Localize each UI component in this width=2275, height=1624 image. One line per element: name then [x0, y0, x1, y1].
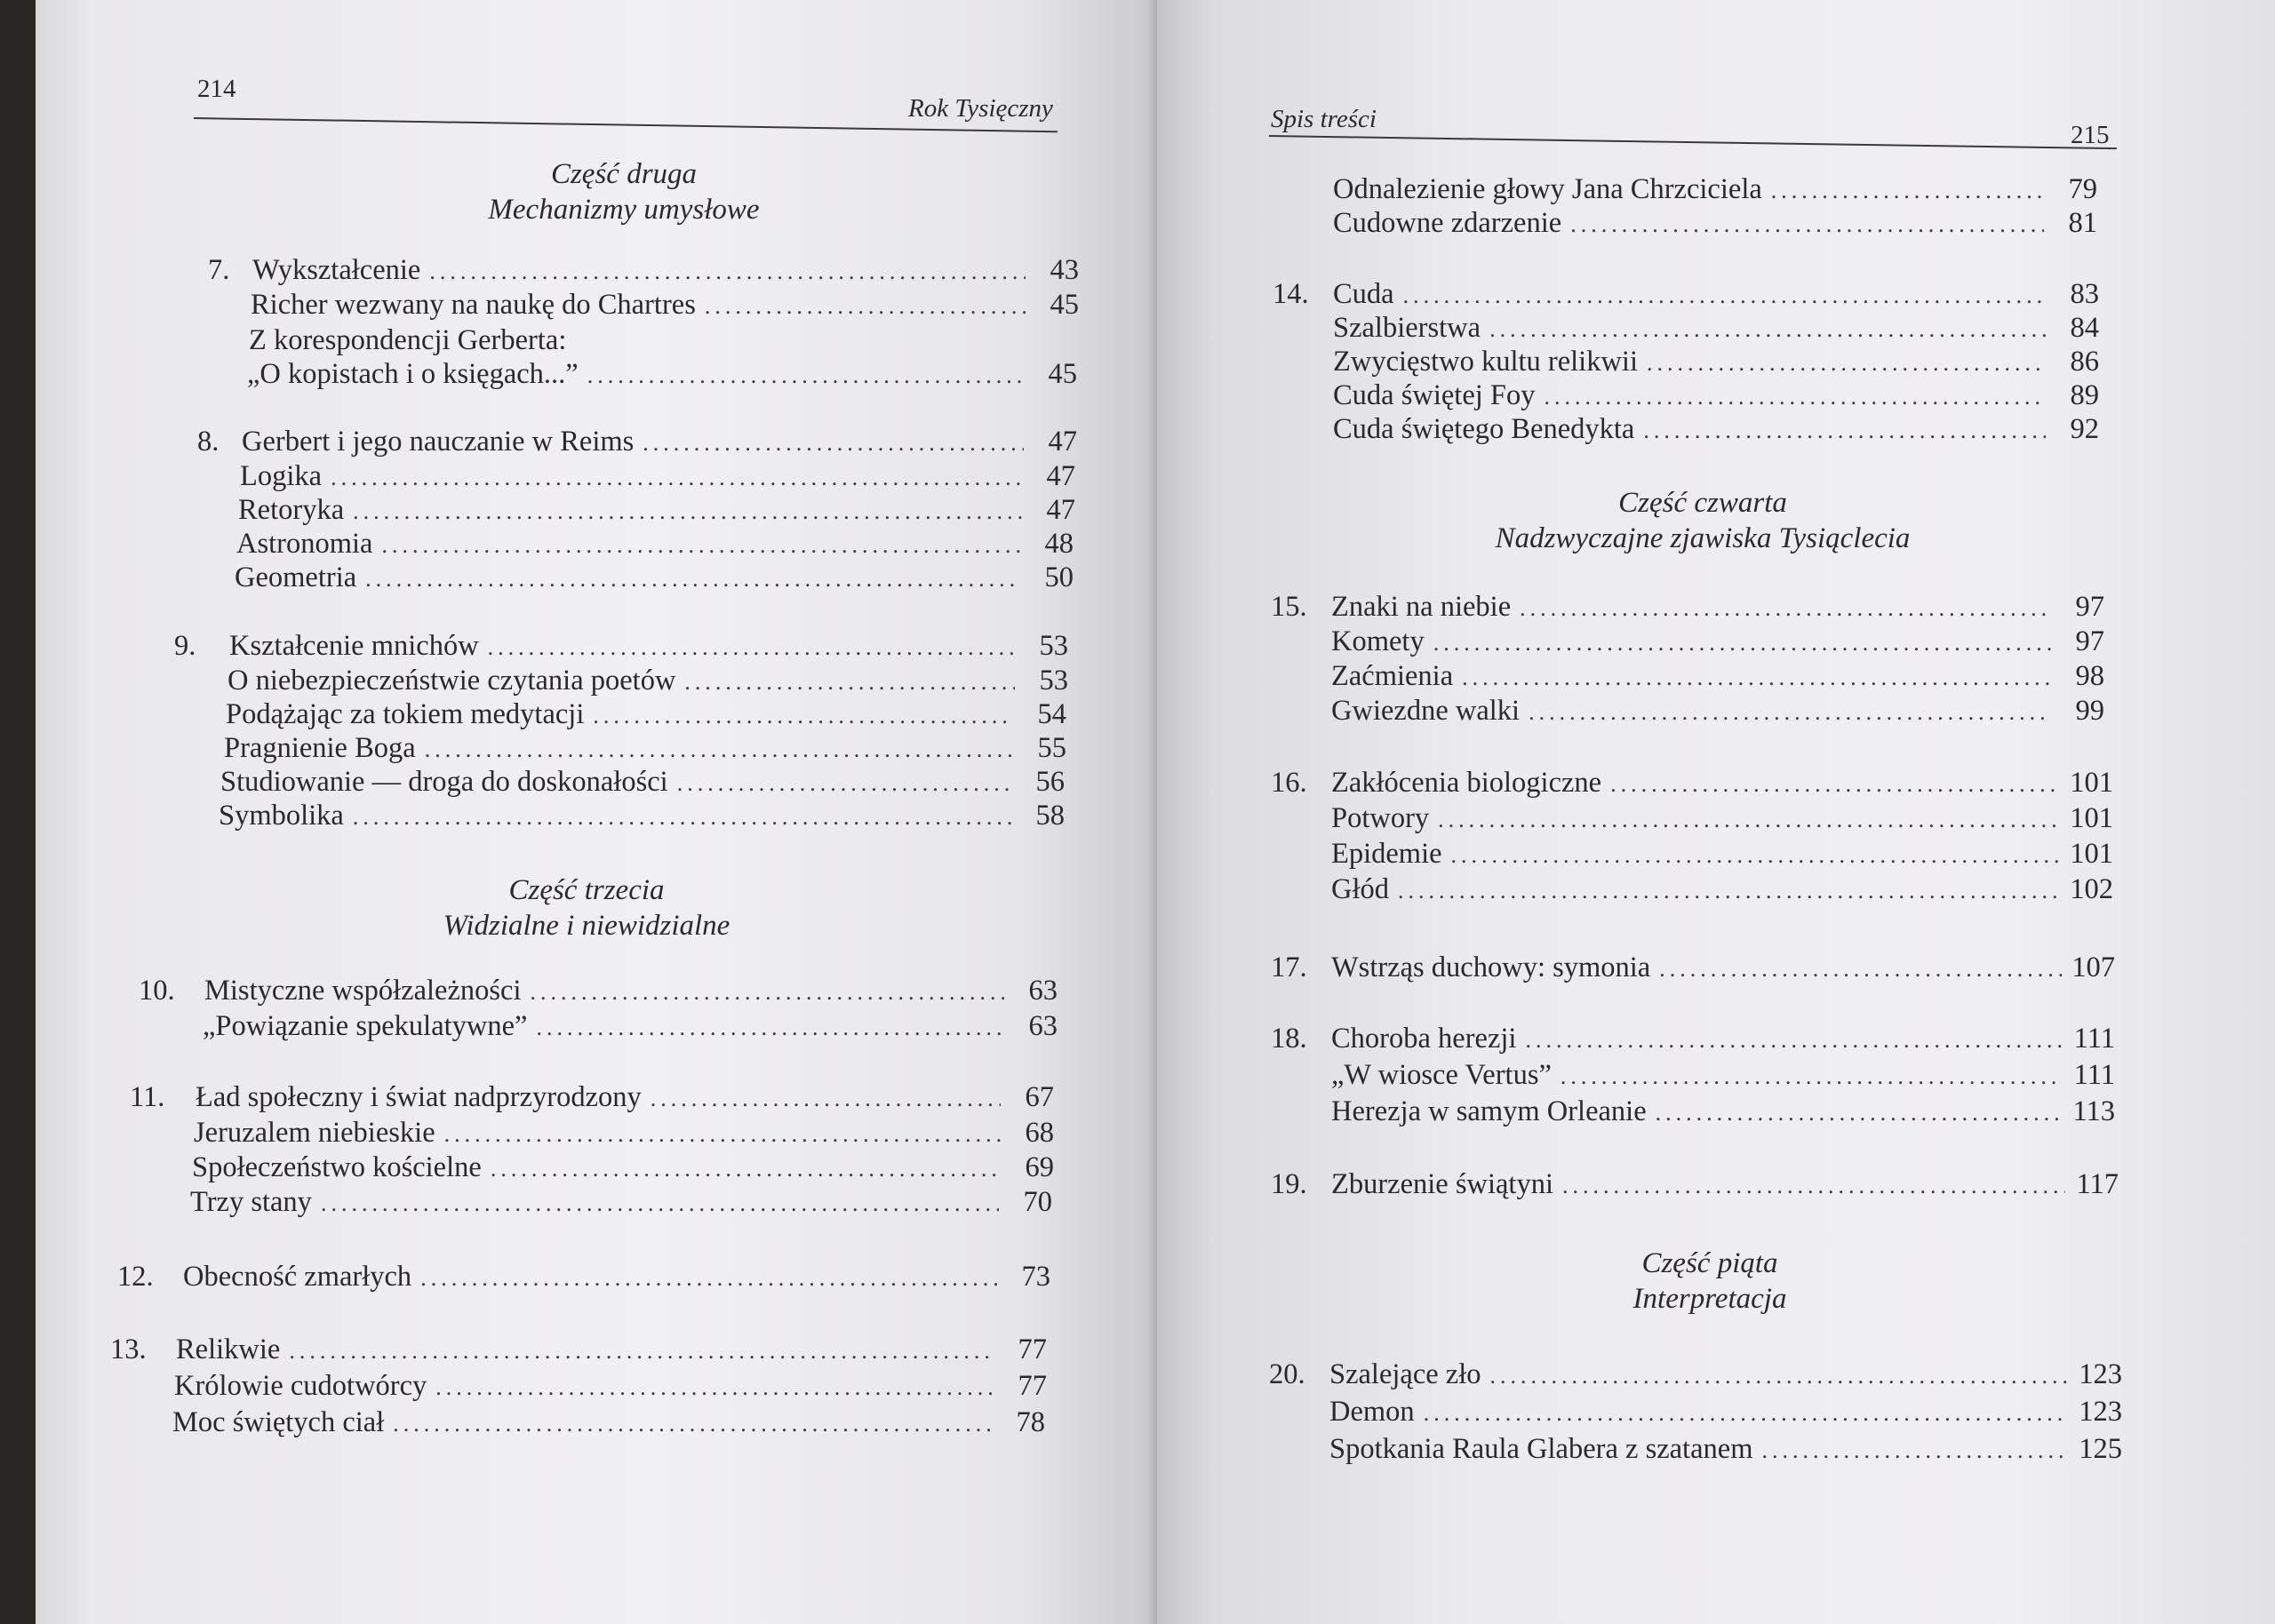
entry-title: Królowie cudotwórcy: [174, 1370, 427, 1402]
leader-dots: [1562, 1169, 2065, 1203]
entry-title: „Powiązanie spekulatywne”: [203, 1010, 528, 1042]
entry-title: Wstrząs duchowy: symonia: [1331, 951, 1651, 983]
entry-title: Zburzenie świątyni: [1331, 1168, 1553, 1200]
entry-title: Symbolika: [219, 800, 344, 832]
entry-title: Potwory: [1331, 802, 1430, 834]
entry-page: 70: [1023, 1186, 1052, 1218]
chapter-number: 20.: [1269, 1358, 1305, 1390]
chapter-number: 11.: [130, 1081, 165, 1113]
toc-entry[interactable]: [251, 288, 1079, 323]
entry-title: Demon: [1329, 1396, 1415, 1428]
left-page: [36, 0, 1157, 1624]
entry-title: Cuda świętego Benedykta: [1333, 413, 1635, 445]
leader-dots: [420, 1262, 997, 1295]
entry-title: O niebezpieczeństwie czytania poetów: [228, 665, 676, 697]
toc-entry[interactable]: [1271, 1167, 2119, 1203]
entry-title: „O kopistach i o księgach...”: [247, 358, 579, 390]
entry-title: Cuda świętej Foy: [1333, 379, 1536, 411]
entry-page: 89: [2070, 379, 2099, 411]
toc-entry[interactable]: [1271, 766, 2113, 801]
entry-page: 86: [2070, 346, 2099, 378]
leader-dots: [1659, 952, 2062, 986]
leader-dots: [1398, 874, 2060, 908]
entry-title: Trzy stany: [190, 1186, 312, 1218]
entry-page: 101: [2070, 802, 2113, 834]
leader-dots: [1462, 661, 2051, 695]
leader-dots: [1438, 803, 2060, 837]
part-title: Widzialne i niewidzialne: [443, 910, 730, 942]
chapter-number: 16.: [1271, 767, 1307, 799]
entry-title: Epidemie: [1331, 838, 1442, 870]
toc-entry[interactable]: [1333, 412, 2099, 448]
part-label: Część czwarta: [1618, 487, 1787, 519]
entry-page: 55: [1037, 732, 1066, 764]
leader-dots: [1643, 414, 2046, 448]
entry-title: Podążając za tokiem medytacji: [226, 698, 585, 730]
entry-page: 73: [1021, 1261, 1050, 1293]
entry-page: 58: [1035, 800, 1065, 832]
toc-entry[interactable]: [117, 1260, 1050, 1295]
toc-entry[interactable]: [238, 493, 1075, 529]
leader-dots: [353, 495, 1022, 529]
entry-title: Znaki na niebie: [1331, 591, 1512, 623]
entry-title: Odnalezienie głowy Jana Chrzciciela: [1333, 173, 1762, 205]
entry-title: Astronomia: [236, 528, 373, 560]
toc-entry[interactable]: [1329, 1432, 2122, 1468]
toc-entry[interactable]: [208, 253, 1079, 289]
entry-page: 77: [1018, 1333, 1047, 1365]
entry-title: Głód: [1331, 873, 1389, 905]
leader-dots: [353, 800, 1011, 834]
entry-title: Kształcenie mnichów: [229, 630, 479, 662]
leader-dots: [435, 1371, 994, 1405]
entry-page: 48: [1044, 528, 1074, 560]
entry-page: 107: [2071, 951, 2115, 983]
entry-title: Wykształcenie: [252, 254, 421, 286]
entry-title: Z korespondencji Gerberta:: [249, 324, 567, 356]
toc-entry[interactable]: [1333, 311, 2099, 346]
leader-dots: [425, 733, 1013, 767]
leader-dots: [684, 665, 1015, 699]
leader-dots: [331, 461, 1022, 495]
toc-entry[interactable]: [110, 1333, 1047, 1368]
part-title: Nadzwyczajne zjawiska Tysiąclecia: [1495, 522, 1911, 554]
leader-dots: [1403, 279, 2046, 313]
entry-title: Herezja w samym Orleanie: [1331, 1095, 1647, 1127]
entry-title: Zakłócenia biologiczne: [1331, 767, 1602, 799]
entry-page: 68: [1025, 1117, 1054, 1149]
leader-dots: [1433, 626, 2051, 660]
entry-page: 81: [2068, 207, 2097, 239]
toc-entry[interactable]: [1331, 694, 2104, 729]
toc-entry[interactable]: [203, 1009, 1058, 1045]
entry-title: Mistyczne współzależności: [204, 975, 522, 1007]
leader-dots: [705, 290, 1026, 323]
entry-page: 67: [1025, 1081, 1054, 1113]
entry-page: 99: [2075, 695, 2104, 727]
entry-page: 113: [2072, 1095, 2115, 1127]
chapter-number: 9.: [174, 630, 196, 662]
part-title: Interpretacja: [1632, 1283, 1787, 1315]
toc-entry[interactable]: [224, 731, 1066, 767]
entry-title: Gerbert i jego nauczanie w Reims: [242, 426, 635, 458]
leader-dots: [536, 1011, 1004, 1045]
entry-title: Geometria: [235, 561, 357, 593]
entry-page: 101: [2070, 838, 2113, 870]
toc-entry[interactable]: [194, 1116, 1054, 1151]
toc-entry[interactable]: [1329, 1395, 2122, 1430]
entry-page: 63: [1028, 975, 1058, 1007]
chapter-number: 15.: [1271, 591, 1307, 623]
toc-entry: [249, 323, 1077, 357]
entry-title: Choroba herezji: [1331, 1023, 1517, 1055]
part-heading-4: [1347, 485, 2058, 556]
toc-entry[interactable]: [247, 357, 1077, 393]
toc-entry[interactable]: [1269, 1357, 2122, 1393]
toc-entry[interactable]: [1331, 837, 2113, 872]
toc-entry[interactable]: [220, 765, 1065, 800]
leader-dots: [488, 631, 1015, 665]
entry-title: Studiowanie — droga do doskonałości: [220, 766, 668, 798]
running-title-right: Spis treści: [1271, 105, 1377, 133]
entry-title: Zwycięstwo kultu relikwii: [1333, 346, 1638, 378]
leader-dots: [1771, 174, 2044, 208]
toc-entry[interactable]: [235, 561, 1074, 596]
leader-dots: [1529, 696, 2051, 729]
header-rule-right: [1269, 135, 2117, 149]
part-title: Mechanizmy umysłowe: [488, 194, 760, 226]
entry-page: 45: [1048, 358, 1077, 390]
toc-entry[interactable]: [1331, 872, 2113, 908]
entry-page: 77: [1018, 1370, 1047, 1402]
entry-title: Gwiezdne walki: [1331, 695, 1521, 727]
toc-entry[interactable]: [139, 974, 1058, 1009]
toc-entry[interactable]: [1331, 659, 2104, 695]
toc-entry[interactable]: [192, 1150, 1054, 1186]
leader-dots: [1570, 208, 2044, 242]
entry-title: Retoryka: [238, 494, 345, 526]
toc-entry[interactable]: [1271, 1022, 2115, 1057]
leader-dots: [651, 1082, 1001, 1116]
toc-entry[interactable]: [1273, 277, 2099, 313]
toc-entry[interactable]: [174, 629, 1068, 665]
page-number-right: 215: [2071, 121, 2110, 149]
toc-entry[interactable]: [219, 799, 1065, 834]
entry-page: 63: [1028, 1010, 1058, 1042]
entry-page: 54: [1037, 698, 1066, 730]
entry-page: 111: [2073, 1023, 2115, 1055]
toc-entry[interactable]: [1271, 590, 2104, 625]
leader-dots: [365, 562, 1020, 596]
chapter-number: 8.: [197, 426, 220, 458]
entry-page: 47: [1048, 426, 1077, 458]
entry-page: 102: [2070, 873, 2113, 905]
toc-entry[interactable]: [1333, 172, 2097, 208]
leader-dots: [1610, 768, 2060, 801]
leader-dots: [1451, 839, 2060, 872]
entry-title: Komety: [1331, 625, 1425, 657]
leader-dots: [1761, 1434, 2069, 1468]
leader-dots: [1520, 592, 2051, 625]
entry-page: 78: [1016, 1406, 1045, 1438]
part-label: Część trzecia: [508, 874, 665, 906]
entry-page: 123: [2079, 1358, 2122, 1390]
toc-entry[interactable]: [1333, 345, 2099, 380]
entry-page: 45: [1050, 289, 1079, 321]
entry-title: Szalejące zło: [1329, 1358, 1481, 1390]
entry-page: 53: [1039, 630, 1068, 662]
leader-dots: [1489, 313, 2046, 346]
toc-entry[interactable]: [226, 697, 1066, 733]
entry-title: Szalbierstwa: [1333, 312, 1481, 344]
leader-dots: [444, 1118, 1001, 1151]
entry-title: Pragnienie Boga: [224, 732, 416, 764]
toc-entry[interactable]: [197, 425, 1077, 460]
leader-dots: [677, 767, 1011, 800]
entry-page: 53: [1039, 665, 1068, 697]
chapter-number: 10.: [139, 975, 175, 1007]
entry-page: 117: [2076, 1168, 2119, 1200]
entry-page: 92: [2070, 413, 2099, 445]
toc-entry[interactable]: [174, 1369, 1047, 1405]
leader-dots: [1647, 346, 2046, 380]
toc-entry[interactable]: [1271, 951, 2115, 986]
right-page: [1157, 0, 2275, 1624]
toc-entry[interactable]: [172, 1405, 1045, 1441]
entry-title: Ład społeczny i świat nadprzyrodzony: [196, 1081, 642, 1113]
toc-entry[interactable]: [240, 459, 1075, 495]
entry-page: 97: [2075, 591, 2104, 623]
page-number-left: 214: [197, 75, 236, 103]
toc-entry[interactable]: [1331, 1095, 2115, 1130]
toc-entry[interactable]: [1333, 378, 2099, 414]
part-heading-3: [231, 872, 942, 943]
entry-page: 79: [2068, 173, 2097, 205]
leader-dots: [289, 1334, 994, 1368]
leader-dots: [1544, 380, 2046, 414]
chapter-number: 13.: [110, 1333, 147, 1365]
toc-entry[interactable]: [1331, 801, 2113, 837]
leader-dots: [321, 1187, 999, 1221]
toc-entry[interactable]: [190, 1185, 1052, 1221]
leader-dots: [381, 529, 1020, 562]
part-heading-2: [268, 156, 979, 227]
entry-page: 69: [1025, 1151, 1054, 1183]
chapter-number: 18.: [1271, 1023, 1307, 1055]
entry-page: 47: [1046, 460, 1075, 492]
chapter-number: 14.: [1273, 278, 1309, 310]
toc-entry[interactable]: [130, 1080, 1054, 1116]
entry-page: 97: [2075, 625, 2104, 657]
part-label: Część druga: [550, 158, 698, 190]
entry-page: 101: [2070, 767, 2113, 799]
part-label: Część piąta: [1641, 1247, 1778, 1279]
entry-title: Logika: [240, 460, 323, 492]
entry-page: 43: [1050, 254, 1079, 286]
leader-dots: [530, 975, 1004, 1009]
leader-dots: [587, 359, 1024, 393]
entry-page: 98: [2075, 660, 2104, 692]
chapter-number: 17.: [1271, 951, 1307, 983]
leader-dots: [593, 699, 1013, 733]
entry-page: 50: [1044, 561, 1074, 593]
chapter-number: 12.: [117, 1261, 154, 1293]
leader-dots: [1525, 1023, 2062, 1057]
leader-dots: [1424, 1397, 2069, 1430]
entry-title: Richer wezwany na naukę do Chartres: [251, 289, 696, 321]
leader-dots: [393, 1407, 992, 1441]
entry-page: 123: [2079, 1396, 2122, 1428]
leader-dots: [643, 426, 1024, 460]
entry-title: Społeczeństwo kościelne: [192, 1151, 482, 1183]
entry-page: 47: [1046, 494, 1075, 526]
toc-entry[interactable]: [1331, 625, 2104, 660]
part-heading-5: [1354, 1246, 2065, 1317]
leader-dots: [429, 255, 1026, 289]
entry-page: 83: [2070, 278, 2099, 310]
leader-dots: [491, 1152, 1001, 1186]
entry-title: Jeruzalem niebieskie: [194, 1117, 435, 1149]
toc-entry[interactable]: [228, 664, 1068, 699]
entry-title: Zaćmienia: [1331, 660, 1454, 692]
entry-page: 56: [1035, 766, 1065, 798]
leader-dots: [1490, 1359, 2069, 1393]
entry-page: 125: [2079, 1433, 2122, 1465]
leader-dots: [1656, 1096, 2062, 1130]
entry-page: 84: [2070, 312, 2099, 344]
entry-title: Cuda: [1333, 278, 1394, 310]
toc-entry[interactable]: [1331, 1058, 2115, 1094]
entry-title: Spotkania Raula Glabera z szatanem: [1329, 1433, 1753, 1465]
entry-title: Moc świętych ciał: [172, 1406, 385, 1438]
entry-title: Cudowne zdarzenie: [1333, 207, 1562, 239]
running-title-left: Rok Tysięczny: [908, 94, 1053, 123]
toc-entry[interactable]: [1333, 206, 2097, 242]
entry-title: „W wiosce Vertus”: [1331, 1059, 1552, 1091]
chapter-number: 19.: [1271, 1168, 1307, 1200]
entry-title: Obecność zmarłych: [183, 1261, 412, 1293]
entry-title: Relikwie: [176, 1333, 281, 1365]
toc-entry[interactable]: [236, 527, 1074, 562]
entry-page: 111: [2073, 1059, 2115, 1091]
leader-dots: [1561, 1060, 2062, 1094]
chapter-number: 7.: [208, 254, 230, 286]
